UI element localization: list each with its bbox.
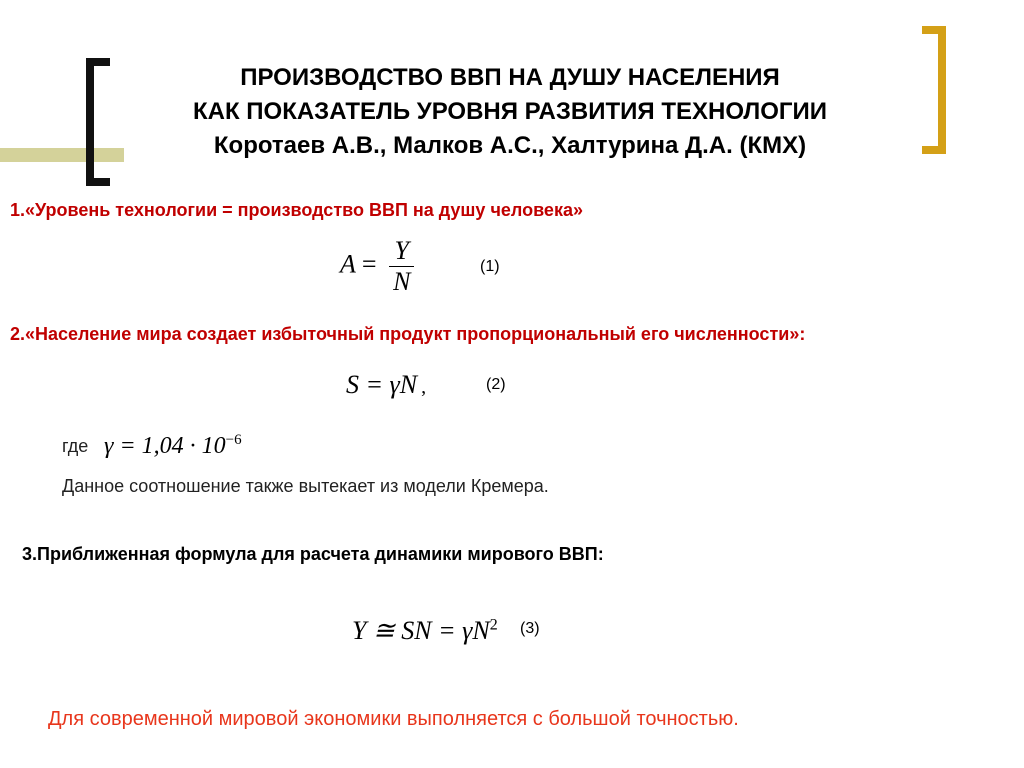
formula-1 — [340, 236, 414, 297]
formula-1-fraction — [389, 236, 414, 297]
gamma-formula-expression: γ = 1,04 · 10 — [104, 433, 226, 459]
formula-2-expression: S = γN — [346, 370, 418, 399]
right-bracket-decoration — [922, 26, 946, 154]
formula-3-expression: Y ≅ SN = γN — [352, 616, 490, 645]
equation-number-1: (1) — [480, 258, 500, 275]
formula-2-comma: , — [421, 376, 427, 398]
section-2-heading: 2.«Население мира создает избыточный продукт пропорциональный его численности»: — [10, 324, 806, 344]
equation-number-3: (3) — [520, 620, 540, 637]
kremer-note: Данное соотношение также вытекает из модели Кремера. — [62, 476, 549, 496]
formula-3-exponent: 2 — [489, 616, 498, 634]
equation-number-2: (2) — [486, 376, 506, 393]
formula-1-equals: = — [361, 249, 377, 279]
section-3-heading: 3.Приближенная формула для расчета динамики мирового ВВП: — [22, 544, 604, 564]
formula-2 — [346, 370, 426, 400]
title-line-1: ПРОИЗВОДСТВО ВВП НА ДУШУ НАСЕЛЕНИЯ — [240, 64, 780, 91]
left-bracket-decoration — [86, 58, 110, 186]
formula-1-numerator: Y — [389, 236, 414, 267]
authors-line: Коротаев А.В., Малков А.С., Халтурина Д.А. (КМХ) — [213, 132, 807, 159]
gamma-formula — [104, 432, 242, 460]
formula-1-denominator: N — [393, 267, 411, 296]
conclusion-text: Для современной мировой экономики выполняется с большой точностью. — [48, 708, 739, 730]
title-line-2: КАК ПОКАЗАТЕЛЬ УРОВНЯ РАЗВИТИЯ ТЕХНОЛОГИИ — [192, 98, 828, 125]
formula-1-lhs: A — [340, 249, 356, 279]
section-1-heading: 1.«Уровень технологии = производство ВВП на душу человека» — [10, 200, 583, 220]
formula-3 — [352, 616, 498, 646]
gamma-formula-exponent: −6 — [225, 432, 242, 448]
where-label: где — [62, 436, 89, 456]
